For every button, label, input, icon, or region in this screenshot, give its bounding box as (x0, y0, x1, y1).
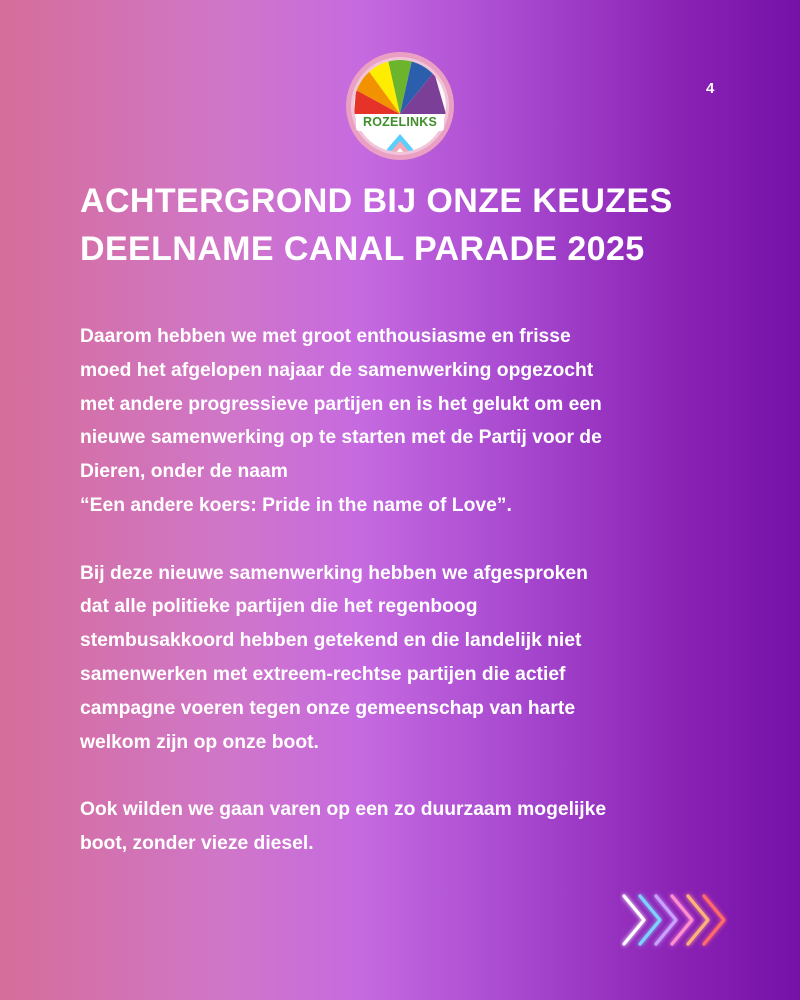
paragraph-1-line-5: Dieren, onder de naam (80, 461, 288, 483)
paragraph-2-line-2: dat alle politieke partijen die het regenboog (80, 596, 478, 618)
paragraph-1-line-1: Daarom hebben we met groot enthousiasme en frisse (80, 326, 571, 347)
paragraph-2-line-6: welkom zijn op onze boot. (80, 731, 319, 753)
rozelinks-logo (344, 50, 456, 162)
page-number: 4 (706, 80, 715, 97)
paragraph-2 (80, 557, 730, 760)
rainbow-circle-logo-icon (344, 50, 456, 162)
paragraph-2-line-3: stembusakkoord hebben getekend en die landelijk niet (80, 630, 582, 652)
paragraph-1-line-4: nieuwe samenwerking op te starten met de Partij voor de (80, 427, 602, 449)
paragraph-1-line-3: met andere progressieve partijen en is het gelukt om een (80, 393, 602, 415)
paragraph-1-line-6: “Een andere koers: Pride in the name of Love”. (80, 494, 512, 516)
paragraph-3 (80, 793, 730, 861)
logo-text: ROZELINKS (362, 115, 438, 129)
paragraph-3-line-2: boot, zonder vieze diesel. (80, 832, 314, 854)
paragraph-3-line-1: Ook wilden we gaan varen op een zo duurzaam mogelijke (80, 799, 607, 821)
headline (80, 177, 760, 273)
headline-line-2: DEELNAME CANAL PARADE 2025 (80, 230, 645, 268)
body-text (80, 320, 730, 861)
headline-line-1: ACHTERGROND BIJ ONZE KEUZES (80, 182, 673, 220)
paragraph-2-line-1: Bij deze nieuwe samenwerking hebben we afgesproken (80, 562, 588, 584)
paragraph-2-line-4: samenwerken met extreem-rechtse partijen die actief (80, 663, 566, 685)
neon-rainbow-chevrons-icon (620, 888, 732, 952)
neon-chevrons-decoration (620, 888, 732, 952)
paragraph-1-line-2: moed het afgelopen najaar de samenwerking opgezocht (80, 359, 594, 381)
paragraph-2-line-5: campagne voeren tegen onze gemeenschap van harte (80, 697, 576, 719)
paragraph-1 (80, 320, 730, 523)
